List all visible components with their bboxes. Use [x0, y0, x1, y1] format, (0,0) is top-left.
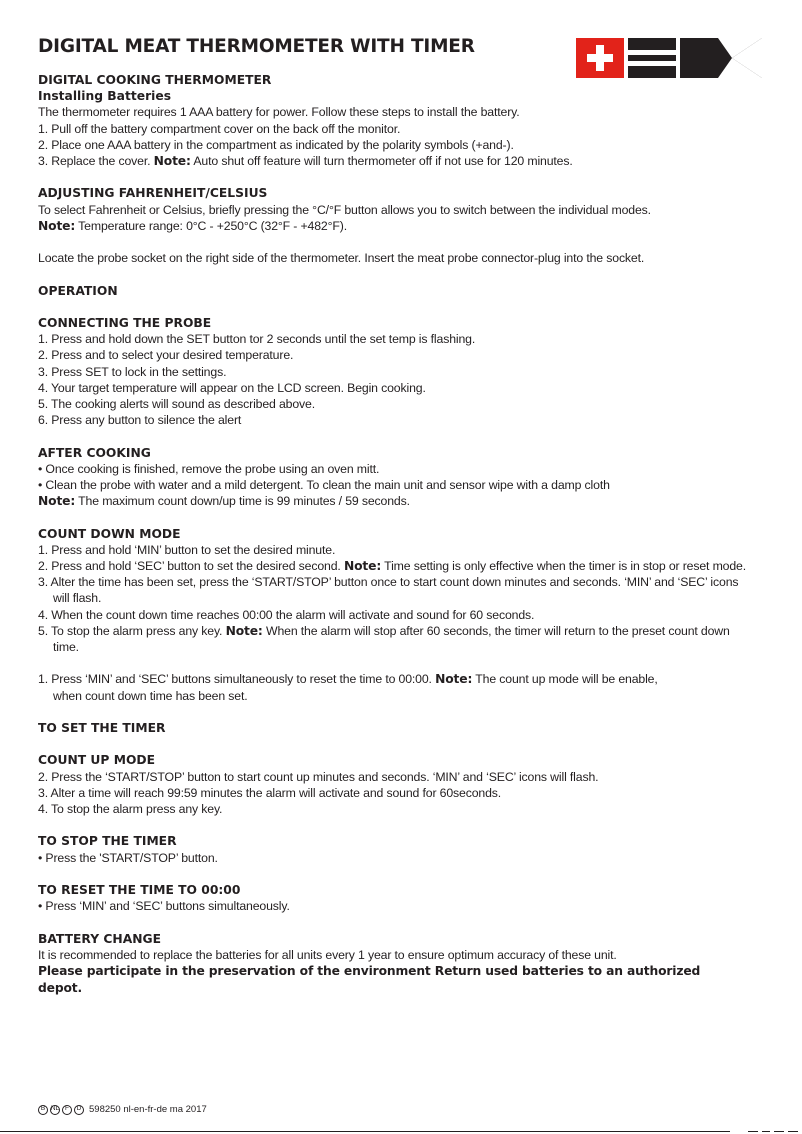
language-badge-d: D: [74, 1105, 84, 1115]
count-up-step: 4. To stop the alarm press any key.: [38, 802, 223, 816]
max-count-note: [38, 493, 752, 509]
note-label: Note:: [153, 154, 191, 169]
page-title: DIGITAL MEAT THERMOMETER WITH TIMER: [38, 36, 475, 57]
battery-step-3-note-text: Auto shut off feature will turn thermometer off if not use for 120 minutes.: [190, 154, 573, 169]
battery-step-1: 1. Pull off the battery compartment cover on the back off the monitor.: [38, 121, 401, 136]
battery-step-3-text: 3. Replace the cover.: [38, 154, 154, 169]
count-down-step-1: 1. Press and hold ‘MIN’ button to set the desired minute.: [38, 542, 336, 557]
footer-code: 598250 nl-en-fr-de ma 2017: [89, 1104, 207, 1115]
subheading-installing-batteries: Installing Batteries: [38, 89, 172, 104]
probe-step: 2. Press and to select your desired temperature.: [38, 348, 294, 363]
count-down-step-2: [38, 558, 752, 574]
heading-digital-cooking-thermometer: DIGITAL COOKING THERMOMETER: [38, 73, 272, 87]
print-marks: [748, 1128, 802, 1134]
note-label: Note:: [343, 559, 382, 573]
stop-timer-text: • Press the 'START/STOP’ button.: [38, 850, 218, 865]
temperature-range-note: [38, 218, 752, 234]
language-badge-b: B: [38, 1105, 48, 1115]
probe-step: 4. Your target temperature will appear on the LCD screen. Begin cooking.: [38, 380, 426, 395]
count-down-step-5-note: When the alarm will stop after 60 seconds, the timer will return to the preset count down time.: [53, 623, 730, 655]
reset-step-1-text: 1. Press ‘MIN’ and ‘SEC’ buttons simultaneously to reset the time to 00:00.: [38, 672, 436, 687]
temperature-range-text: Temperature range: 0°C - +250°C (32°F - +482°F).: [75, 218, 347, 233]
note-label: Note:: [38, 494, 76, 509]
reset-step-1: [38, 671, 752, 687]
note-label: Note:: [38, 218, 76, 233]
count-down-step-5: [38, 623, 752, 655]
battery-intro: The thermometer requires 1 AAA battery for power. Follow these steps to install the battery.: [38, 105, 520, 120]
count-down-step-2-note: Time setting is only effective when the timer is in stop or reset mode.: [381, 559, 747, 573]
probe-step: 6. Press any button to silence the alert: [38, 413, 242, 428]
heading-adjusting-fahrenheit-celsius: ADJUSTING FAHRENHEIT/CELSIUS: [38, 186, 268, 201]
footer: [38, 1104, 207, 1115]
heading-battery-change: BATTERY CHANGE: [38, 931, 161, 946]
heading-after-cooking: AFTER COOKING: [38, 445, 151, 460]
language-badge-f: F: [62, 1105, 72, 1115]
heading-to-reset-the-time: TO RESET THE TIME TO 00:00: [38, 882, 241, 897]
battery-step-3: [38, 153, 752, 169]
note-label: Note:: [435, 672, 473, 687]
after-cooking-bullet-1: • Once cooking is finished, remove the probe using an oven mitt.: [38, 461, 380, 476]
heading-operation: OPERATION: [38, 283, 118, 298]
after-cooking-bullet-2: • Clean the probe with water and a mild detergent. To clean the main unit and sensor wipe with a damp cloth: [38, 478, 610, 492]
environment-notice: Please participate in the preservation of the environment Return used batteries to an authorized depot.: [38, 963, 701, 995]
probe-socket-text: Locate the probe socket on the right side of the thermometer. Insert the meat probe connector-plug into the socket.: [38, 251, 645, 266]
heading-count-down-mode: COUNT DOWN MODE: [38, 526, 181, 541]
battery-change-text: It is recommended to replace the batteries for all units every 1 year to ensure optimum accuracy of these unit.: [38, 947, 617, 962]
count-down-step-5-text: 5. To stop the alarm press any key.: [38, 623, 226, 638]
manual-body: [38, 72, 752, 997]
heading-to-stop-the-timer: TO STOP THE TIMER: [38, 834, 177, 849]
fahrenheit-celsius-text: To select Fahrenheit or Celsius, briefly pressing the °C/°F button allows you to switch between the individual modes.: [38, 202, 651, 217]
heading-connecting-the-probe: CONNECTING THE PROBE: [38, 315, 212, 330]
heading-to-set-the-timer: TO SET THE TIMER: [38, 721, 166, 735]
count-up-step: 3. Alter a time will reach 99:59 minutes the alarm will activate and sound for 60seconds.: [38, 785, 502, 800]
battery-step-2: 2. Place one AAA battery in the compartment as indicated by the polarity symbols (+and-).: [38, 137, 514, 152]
probe-step: 5. The cooking alerts will sound as described above.: [38, 397, 316, 411]
max-count-text: The maximum count down/up time is 99 minutes / 59 seconds.: [75, 494, 410, 509]
probe-step: 1. Press and hold down the SET button tor 2 seconds until the set temp is flashing.: [38, 332, 476, 347]
reset-step-1-continued: when count down time has been set.: [53, 688, 248, 703]
bottom-rule: [0, 1131, 730, 1132]
language-badge-nl: NL: [50, 1105, 60, 1115]
reset-time-text: • Press ‘MIN’ and ‘SEC’ buttons simultaneously.: [38, 899, 290, 914]
note-label: Note:: [225, 623, 263, 638]
probe-step: 3. Press SET to lock in the settings.: [38, 364, 227, 379]
count-down-step-3: 3. Alter the time has been set, press the ‘START/STOP’ button once to start count down minutes and seconds. ‘MIN’ and ‘SEC’ icons will flash.: [38, 575, 739, 606]
count-up-step: 2. Press the ‘START/STOP’ button to start count up minutes and seconds. ‘MIN’ and ‘SEC’ icons will flash.: [38, 769, 599, 784]
heading-count-up-mode: COUNT UP MODE: [38, 753, 156, 768]
reset-step-1-note: The count up mode will be enable,: [472, 672, 658, 687]
count-down-step-4: 4. When the count down time reaches 00:00 the alarm will activate and sound for 60 seconds.: [38, 607, 535, 622]
count-down-step-2-text: 2. Press and hold ‘SEC’ button to set the desired second.: [38, 559, 344, 573]
